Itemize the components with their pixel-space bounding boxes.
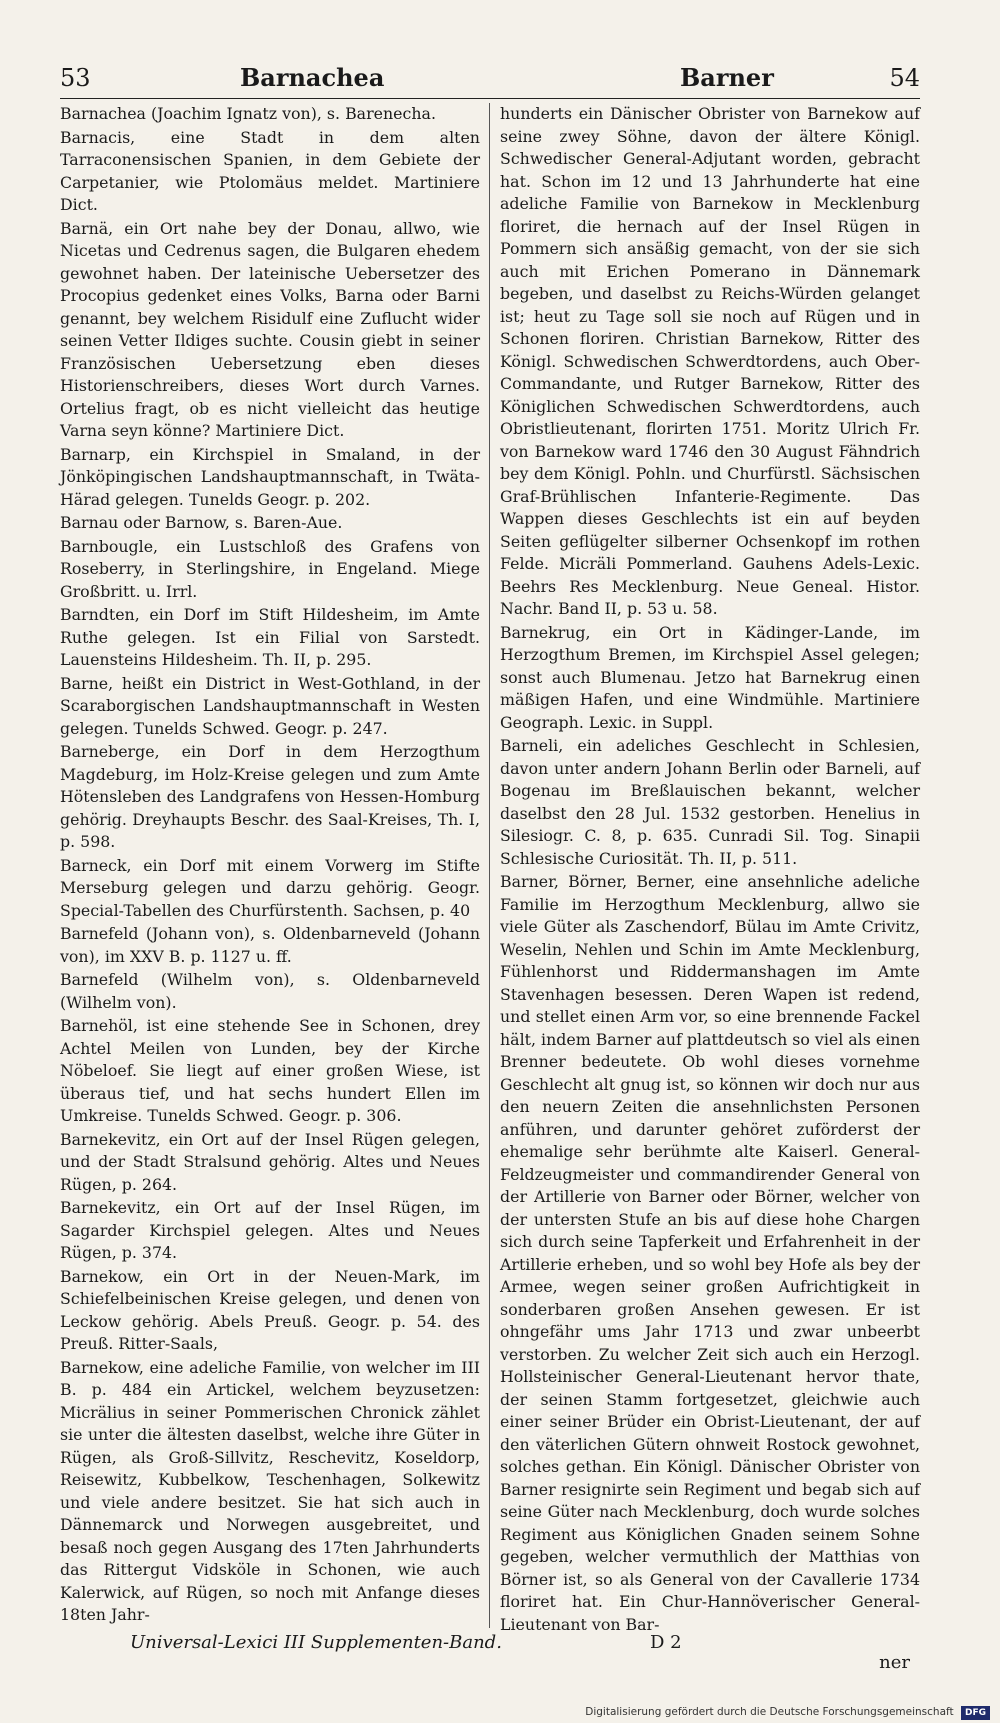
entry-barnbougle: Barnbougle, ein Lustschloß des Grafens von Roseberry, in Sterlingshire, in Engeland. Miege Großbritt. u. Irrl.: [60, 536, 480, 601]
dfg-logo: DFG: [961, 1706, 990, 1720]
left-column: [60, 103, 480, 1628]
catchword: ner: [879, 1652, 910, 1673]
entry-barnau: Barnau oder Barnow, s. Baren-Aue.: [60, 513, 343, 532]
entry-barnachea: Barnachea (Joachim Ignatz von), s. Barenecha.: [60, 104, 436, 123]
entry-barne: Barne, heißt ein District in West-Gothland, in der Scaraborgischen Landshauptmannschaft in Westen gelegen. Tunelds Schwed. Geogr. p. 247.: [60, 673, 480, 738]
entry-barnarp: Barnarp, ein Kirchspiel in Smaland, in der Jönköpingischen Landshauptmannschaft, in Twäta-Härad gelegen. Tunelds Geogr. p. 202.: [60, 444, 480, 509]
entry-barnefeld-johann: Barnefeld (Johann von), s. Oldenbarneveld (Johann von), im XXV B. p. 1127 u. ff.: [60, 924, 480, 966]
entry-barneberge: Barneberge, ein Dorf in dem Herzogthum Magdeburg, im Holz-Kreise gelegen und zum Amte Hötensleben des Landgrafens von Hessen-Homburg gehörig. Dreyhaupts Beschr. des Saal-Kreises, Th. I, p. 598.: [60, 742, 480, 851]
footer-title: Universal-Lexici III Supplementen-Band.: [130, 1632, 502, 1653]
page-footer: [60, 1632, 920, 1672]
entry-barnekow-ort: Barnekow, ein Ort in der Neuen-Mark, im Schiefelbeinischen Kreise gelegen, und denen von Leckow gehörig. Abels Preuß. Geogr. p. 54. des Preuß. Ritter-Saals,: [60, 1266, 480, 1353]
signature-mark: D 2: [650, 1632, 682, 1653]
entry-barnehol: Barnehöl, ist eine stehende See in Schonen, drey Achtel Meilen von Lunden, bey der Kirche Nöbeloef. Sie liegt auf einer großen Wiese, ist überaus tief, und hat sechs hundert Ellen im Umkreise. Tunelds Schwed. Geogr. p. 306.: [60, 1016, 480, 1125]
running-head-right: Barner: [680, 63, 774, 92]
entry-barnekow-continued: hunderts ein Dänischer Obrister von Barnekow auf seine zwey Söhne, davon der ältere Königl. Schwedischer General-Adjutant worden, gebracht hat. Schon im 12 und 13 Jahrhunderte hat eine adeliche Familie von Barnekow in Mecklenburg floriret, die hernach auf der Insel Rügen in Pommern sich ansäßig gemacht, von der sie sich auch mit Erichen Pomerano in Dännemark begeben, und daselbst zu Reichs-Würden gelanget ist; heut zu Tage soll sie noch auf Rügen und in Schonen floriren. Christian Barnekow, Ritter des Königl. Schwedischen Schwerdtordens, auch Ober-Commandante, und Rutger Barnekow, Ritter des Königlichen Schwedischen Schwerdtordens, auch Obristlieutenant, florirten 1751. Moritz Ulrich Fr. von Barnekow ward 1746 den 30 August Fähndrich bey dem Königl. Pohln. und Churfürstl. Sächsischen Graf-Brühlischen Infanterie-Regimente. Das Wappen dieses Geschlechts ist ein auf beyden Seiten geflügelter silberner Ochsenkopf im rothen Felde. Micräli Pommerland. Gauhens Adels-Lexic. Beehrs Res Mecklenburg. Neue Geneal. Histor. Nachr. Band II, p. 53 u. 58.: [500, 104, 920, 618]
digitization-note: [520, 1704, 990, 1720]
digitization-text: Digitalisierung gefördert durch die Deutsche Forschungsgemeinschaft: [585, 1706, 954, 1718]
entry-barndten: Barndten, ein Dorf im Stift Hildesheim, im Amte Ruthe gelegen. Ist ein Filial von Sarstedt. Lauensteins Hildesheim. Th. II, p. 295.: [60, 605, 480, 669]
column-divider: [489, 103, 490, 1628]
entry-barnacis: Barnacis, eine Stadt in dem alten Tarraconensischen Spanien, in dem Gebiete der Carpetanier, wie Ptolomäus meldet. Martiniere Dict.: [60, 127, 480, 214]
entry-barnekevitz-1: Barnekevitz, ein Ort auf der Insel Rügen gelegen, und der Stadt Stralsund gehörig. Altes und Neues Rügen, p. 264.: [60, 1129, 480, 1194]
page-number-right: 54: [889, 64, 920, 92]
entry-barna: Barnä, ein Ort nahe bey der Donau, allwo, wie Nicetas und Cedrenus sagen, die Bulgaren ehedem gewohnet haben. Der lateinische Uebersetzer des Procopius gedenket eines Volks, Barna oder Barni genannt, bey welchem Risidulf eine Zuflucht wider seinen Vetter Ildiges suchte. Cousin giebt in seiner Französischen Uebersetzung eben dieses Historienschreibers, dieses Wort durch Varnes. Ortelius fragt, ob es nicht vielleicht das heutige Varna seyn könne? Martiniere Dict.: [60, 218, 480, 440]
entry-barnefeld-wilhelm: Barnefeld (Wilhelm von), s. Oldenbarneveld (Wilhelm von).: [60, 970, 480, 1012]
entry-barneck: Barneck, ein Dorf mit einem Vorwerg im Stifte Merseburg gelegen und darzu gehörig. Geogr. Special-Tabellen des Churfürstenth. Sachsen, p. 40: [60, 855, 480, 920]
entry-barner: Barner, Börner, Berner, eine ansehnliche adeliche Familie im Herzogthum Mecklenburg, allwo sie viele Güter als Zaschendorf, Bülau im Amte Crivitz, Weselin, Nehlen und Schin im Amte Mecklenburg, Fühlenhorst und Riddermanshagen im Amte Stavenhagen besessen. Deren Wapen ist redend, und stellet einen Arm vor, so eine brennende Fackel hält, indem Barner auf plattdeutsch so viel als einen Brenner bedeutete. Ob wohl dieses vornehme Geschlecht alt gnug ist, so können wir doch nur aus den neuern Zeiten die ansehnlichsten Personen anführen, und darunter gehöret zuförderst der ehemalige sehr berühmte alte Kaiserl. General-Feldzeugmeister und commandirender General von der Artillerie von Barner oder Börner, welcher von der untersten Stufe an bis auf diese hohe Chargen sich durch seine Tapferkeit und Erfahrenheit in der Artillerie erheben, und so wohl bey Hofe als bey der Armee, wegen seiner großen Aufrichtigkeit in sonderbaren großen Ansehen gewesen. Er ist ohngefähr ums Jahr 1713 und zwar unbeerbt verstorben. Zu welcher Zeit sich auch ein Herzogl. Hollsteinischer General-Lieutenant hervor thate, der seinen Stamm fortgesetzet, gleichwie auch einer seiner Brüder ein Obrist-Lieutenant, der auf den väterlichen Gütern ohnweit Rostock gewohnet, solches gethan. Ein Königl. Dänischer Obrister von Barner resignirte sein Regiment und begab sich auf seine Güter nach Mecklenburg, doch wurde solches Regiment aus Königlichen Gnaden seinem Sohne gegeben, welcher vermuthlich der Matthias von Börner ist, so als General von der Cavallerie 1734 floriret hat. Ein Chur-Hannöverischer General-Lieutenant von Bar-: [500, 872, 920, 1634]
running-head-left: Barnachea: [240, 63, 385, 92]
entry-barnekow-familie: Barnekow, eine adeliche Familie, von welcher im III B. p. 484 ein Artickel, welchem beyzusetzen: Micrälius in seiner Pommerischen Chronick zählet sie unter die ältesten daselbst, welche ihre Güter in Rügen, als Groß-Sillvitz, Reschevitz, Koseldorp, Reisewitz, Kubbelkow, Teschenhagen, Solkewitz und viele andere besitzet. Sie hat sich auch in Dännemarck und Norwegen ausgebreitet, und besaß noch gegen Ausgang des 17ten Jahrhunderts das Rittergut Vidsköle in Schonen, wie auch Kalerwick, auf Rügen, so noch mit Anfange dieses 18ten Jahr-: [60, 1357, 480, 1624]
right-column: [500, 103, 920, 1637]
entry-barnekevitz-2: Barnekevitz, ein Ort auf der Insel Rügen, im Sagarder Kirchspiel gelegen. Altes und Neues Rügen, p. 374.: [60, 1198, 480, 1262]
entry-barneli: Barneli, ein adeliches Geschlecht in Schlesien, davon unter andern Johann Berlin oder Barneli, auf Bogenau im Breßlauischen bekannt, welcher daselbst den 28 Jul. 1532 gestorben. Henelius in Silesiogr. C. 8, p. 635. Cunradi Sil. Tog. Sinapii Schlesische Curiosität. Th. II, p. 511.: [500, 736, 920, 868]
entry-barnekrug: Barnekrug, ein Ort in Kädinger-Lande, im Herzogthum Bremen, im Kirchspiel Assel gelegen; sonst auch Blumenau. Jetzo hat Barnekrug einen mäßigen Hafen, und eine Windmühle. Martiniere Geograph. Lexic. in Suppl.: [500, 622, 920, 732]
page-number-left: 53: [60, 64, 91, 92]
page-header: [60, 58, 920, 99]
